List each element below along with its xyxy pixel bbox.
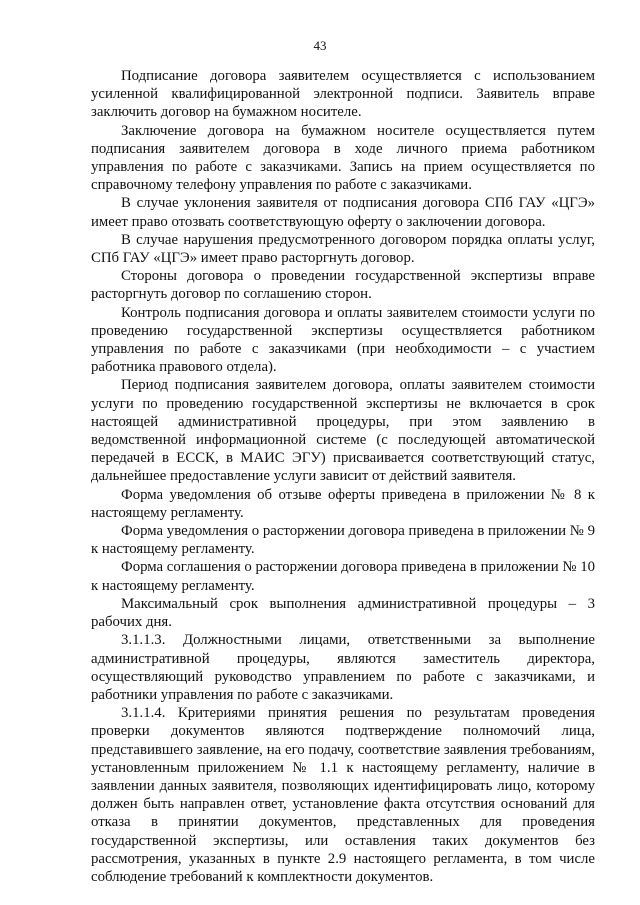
- paragraph-period: Период подписания заявителем договора, оплаты заявителем стоимости услуги по проведению государственной экспертизы не включается в срок настоящей административной процедуры, при этом заявлению в ведомственной информационной системе (с последующей автоматической передачей в ЕССК, в МАИС ЭГУ) присваивается соответствующий статус, дальнейшее предоставление услуги зависит от действий заявителя.: [91, 377, 595, 485]
- page-number: 43: [313, 38, 327, 53]
- paragraph-3-1-1-3: 3.1.1.3. Должностными лицами, ответственными за выполнение административной процедуры, являются заместитель директора, осуществляющий руководство управлением по работе с заказчиками, и работники управления по работе с заказчиками.: [91, 632, 595, 703]
- paragraph-evasion: В случае уклонения заявителя от подписания договора СПб ГАУ «ЦГЭ» имеет право отозвать соответствующую оферту о заключении договора.: [91, 195, 595, 230]
- paragraph-control: Контроль подписания договора и оплаты заявителем стоимости услуги по проведению государственной экспертизы осуществляется работником управления по работе с заказчиками (при необходимости – с участием работника правового отдела).: [91, 304, 595, 376]
- paragraph-form-termination-agreement: Форма соглашения о расторжении договора приведена в приложении № 10 к настоящему регламенту.: [91, 559, 595, 594]
- paragraph-mutual-termination: Стороны договора о проведении государственной экспертизы вправе расторгнуть договор по соглашению сторон.: [91, 268, 595, 303]
- paragraph-paper-contract: Заключение договора на бумажном носителе осуществляется путем подписания заявителем договора в ходе личного приема работником управления по работе с заказчиками. Запись на прием осуществляется по справочному телефону управления по работе с заказчиками.: [91, 122, 595, 194]
- paragraph-max-duration: Максимальный срок выполнения административной процедуры – 3 рабочих дня.: [91, 595, 595, 631]
- paragraph-payment-violation: В случае нарушения предусмотренного договором порядка оплаты услуг, СПб ГАУ «ЦГЭ» имеет право расторгнуть договор.: [91, 231, 595, 267]
- paragraph-signing-method: Подписание договора заявителем осуществляется с использованием усиленной квалифицированной электронной подписи. Заявитель вправе заключить договор на бумажном носителе.: [91, 68, 595, 121]
- paragraph-form-offer-withdrawal: Форма уведомления об отзыве оферты приведена в приложении № 8 к настоящему регламенту.: [91, 486, 595, 521]
- paragraph-form-termination-notice: Форма уведомления о расторжении договора приведена в приложении № 9 к настоящему регламенту.: [91, 523, 595, 558]
- document-body: [91, 67, 595, 886]
- paragraph-3-1-1-4: 3.1.1.4. Критериями принятия решения по результатам проведения проверки документов являются подтверждение полномочий лица, представившего заявление, на его подачу, соответствие заявления требованиям, установленным приложением № 1.1 к настоящему регламенту, наличие в заявлении данных заявителя, позволяющих идентифицировать лицо, которому должен быть направлен ответ, установление факта отсутствия оснований для отказа в принятии документов, представленных для проведения государственной экспертизы, или оставления таких документов без рассмотрения, указанных в пункте 2.9 настоящего регламента, в том числе соблюдение требований к комплектности документов.: [91, 705, 595, 885]
